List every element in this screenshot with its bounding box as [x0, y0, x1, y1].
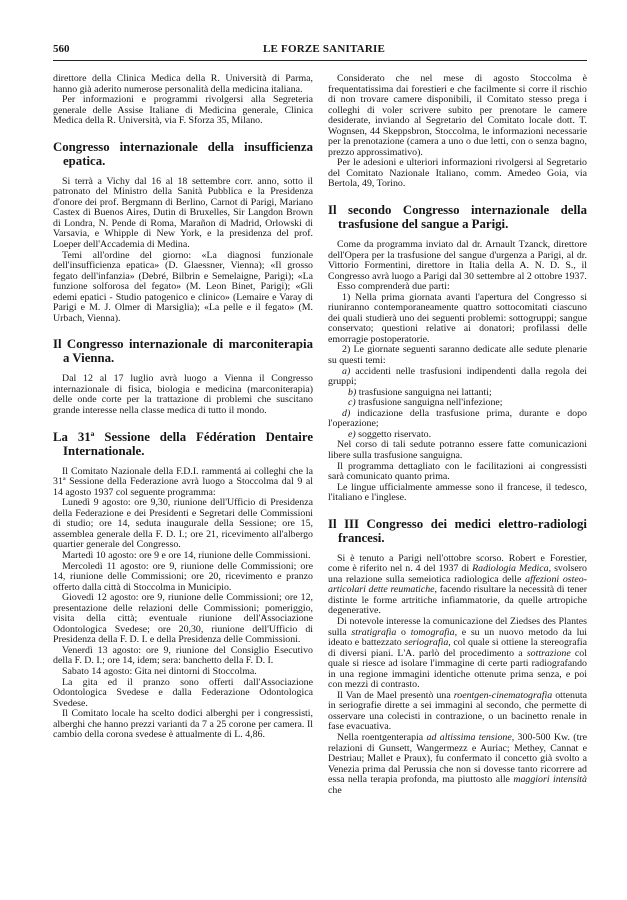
text-run: o [396, 626, 411, 638]
text-run: Di notevole interesse la comunicazione del Ziedses des Plantes sulla [328, 615, 587, 638]
left-column [53, 74, 313, 741]
text-run: Nella roentgenterapia [337, 731, 427, 743]
paragraph: Lunedì 9 agosto: ore 9,30, riunione dell'Ufficio di Presidenza della Federazione e dei Presidenti e Segretari delle Commissioni di studio; ore 14, seduta inaugurale della Sessione; ore 15, assemblea generale della F. D. I.; ore 21, ricevimento all'albergo quartier generale del Congresso. [53, 497, 313, 551]
paragraph: Per le adesioni e ulteriori informazioni rivolgersi al Segretario del Comitato Nazionale Italiano, comm. Amedeo Goia, via Bertola, 49, Torino. [328, 157, 587, 190]
text-run: Il Van de Mael presentò una [337, 689, 454, 701]
paragraph [328, 733, 587, 796]
italic-text: sottrazione [526, 647, 571, 659]
text-run: che [328, 784, 342, 796]
paragraph: Giovedì 12 agosto: ore 9, riunione delle Commissioni; ore 12, presentazione delle relazioni delle Commissioni; pomeriggio, visita della città; eventuale riunione dell'Associazione Odontologica Svedese; ore 20,30, riunione dell'Ufficio di Presidenza della F. D. I. e della Presidenza delle Commissioni. [53, 592, 313, 646]
text-run: indicazione della trasfusione prima, durante e dopo l'operazione; [328, 407, 587, 430]
paragraph: Il programma dettagliato con le facilitazioni ai congressisti sarà comunicato quanto prima. [328, 460, 587, 483]
paragraph: Sabato 14 agosto: Gita nei dintorni di Stoccolma. [62, 665, 257, 677]
text-run: col quale si riesce ad isolare l'immagine di certe parti radiografando in una regione immagini identiche ottenute prima senza, e poi con mezzi di contrasto. [328, 647, 587, 691]
italic-text: c) [348, 397, 356, 409]
paragraph: Dal 12 al 17 luglio avrà luogo a Vienna il Congresso internazionale di fisica, biologia e medicina (marconiterapia) delle onde corte per la trattazione di problemi che suscitano grande interesse nella classe medica di tutto il mondo. [53, 373, 313, 417]
paragraph: 1) Nella prima giornata avanti l'apertura del Congresso si riuniranno contemporaneamente quattro sottocomitati ciascuno dei quali studierà uno dei seguenti problemi: sottogruppi; sangue conservato; questioni relative ai donatori; profilassi delle emorragie postoperatorie. [328, 291, 587, 345]
text-run: , e su un nuovo metodo da lui ideato e battezzato [328, 626, 588, 649]
italic-text: e) [348, 428, 356, 440]
paragraph: Temi all'ordine del giorno: «La diagnosi funzionale dell'insufficienza epatica» (D. Glaessner, Vienna); «Il grosso fegato dell'infanzia» (Debré, Bilbrin e Semelaigne, Parigi); «La funzione solforosa del fegato» (M. Leon Binet, Parigi); «Gli edemi epatici - Studio patogenico e clinico» (Lemaire e Varay di Parigi e M. J. Olmer di Marsiglia); «La pelle e il fegato» (M. Urbach, Vienna). [53, 249, 313, 324]
text-run: soggetto riservato. [355, 428, 432, 440]
journal-title: LE FORZE SANITARIE [263, 43, 385, 55]
italic-text: maggiori intensità [513, 774, 587, 786]
text-run: , col quale si ottiene la stereografia di diversi piani. L'A. parlò del procedimento a [328, 637, 587, 659]
page-number: 560 [53, 43, 70, 55]
text-run: Si è tenuto a Parigi nell'ottobre scorso. Robert e Forestier, come è riferito nel n. 4 del 1937 di [328, 552, 587, 575]
paragraph: Esso comprenderà due parti: [337, 281, 450, 293]
section-heading: Il Congresso internazionale di marconiterapia a Vienna. [53, 337, 313, 366]
paragraph: La gita ed il pranzo sono offerti dall'Associazione Odontologica Svedese e dalla Federazione Odontologica Svedese. [53, 676, 313, 709]
italic-text: stratigrafia [351, 626, 397, 638]
italic-text: Radiologia Medica [472, 563, 549, 575]
paragraph [328, 409, 587, 430]
italic-text: d) [342, 407, 351, 419]
paragraph: Nel corso di tali sedute potranno essere fatte comunicazioni libere sulla trasfusione sanguigna. [328, 439, 587, 461]
italic-text: tomografia [410, 626, 455, 638]
right-column [328, 74, 587, 796]
paragraph: Mercoledì 11 agosto: ore 9, riunione delle Commissioni; ore 14, riunione delle Commissioni; ore 20, ricevimento e pranzo offerto dalla città di Stoccolma in Municipio. [53, 560, 313, 593]
paragraph: Per informazioni e programmi rivolgersi alla Segreteria generale delle Assise Italiane di Medicina generale, Clinica Medica della R. Università, via F. Sforza 35, Milano. [53, 94, 313, 127]
paragraph: Venerdì 13 agosto: ore 9, riunione del Consiglio Esecutivo della F. D. I.; ore 14, idem; sera: banchetto della F. D. I. [53, 644, 313, 667]
italic-text: roentgen-cinematografia [453, 689, 553, 701]
text-run: , 300-500 Kw. (tre relazioni di Gunsett, Wangermezz e Auriac; Methey, Cannat e Destriau; Mallet e Praux), fu confermato il concetto già svolto a Venezia prima dal Perussia che non si dovesse tanto ricorrere ad essa nella terapia profonda, ma piuttosto alle [328, 731, 587, 786]
paragraph [328, 617, 587, 691]
section-heading: Congresso internazionale della insufficienza epatica. [53, 139, 313, 168]
italic-text: seriografia [404, 637, 449, 649]
italic-text: affezioni osteo-articolari dette reumatiche [328, 573, 587, 596]
text-run: trasfusione sanguigna nell'infezione; [355, 397, 503, 409]
paragraph: Si terrà a Vichy dal 16 al 18 settembre corr. anno, sotto il patronato del Ministro della Sanità Pubblica e la Presidenza d'onore dei prof. Bergmann di Berlino, Carnot di Parigi, Mariano Castex di Buenos Aires, Dutin di Bruxelles, Sir Langdon Brown di Londra, N. Pende di Roma, Marañon di Madrid, Orlowski di Varsavia, e Whipple di New York, e la presidenza del prof. Loeper dell'Accademia di Medina. [53, 175, 313, 251]
paragraph: 2) Le giornate seguenti saranno dedicate alle sedute plenarie su questi temi: [328, 344, 587, 367]
text-run: trasfusione sanguigna nei lattanti; [356, 386, 492, 398]
paragraph: Martedì 10 agosto: ore 9 e ore 14, riunione delle Commissioni. [62, 549, 311, 561]
paragraph: Come da programma inviato dal dr. Arnault Tzanck, direttore dell'Opera per la trasfusione del sangue d'urgenza a Parigi, al dr. Vittorio Formentini, direttore in Italia della A. N. D. S., il Congresso avrà luogo a Parigi dal 30 settembre al 2 ottobre 1937. [328, 239, 587, 282]
section-heading: Il III Congresso dei medici elettro-radiologi francesi. [328, 516, 587, 545]
text-run: ottenuta in seriografie dirette a sei immagini al secondo, che permette di osservare una colecisti in contrazione, o un bacinetto renale in fase evacuativa. [328, 689, 588, 733]
paragraph [328, 691, 587, 733]
italic-text: a) [342, 365, 351, 377]
paragraph: Il Comitato Nazionale della F.D.I. rammentá ai colleghi che la 31ª Sessione della Federazione avrà luogo a Stoccolma dal 9 al 14 agosto 1937 col seguente programma: [53, 465, 313, 498]
section-heading: Il secondo Congresso internazionale della trasfusione del sangue a Parigi. [328, 203, 587, 232]
text-run: , facendo risultare la necessità di tener distinte le forme artritiche infiammatorie, da quelle artropiche degenerative. [328, 584, 587, 617]
paragraph [328, 367, 587, 388]
header-rule [53, 60, 587, 61]
paragraph: Il Comitato locale ha scelto dodici alberghi per i congressisti, alberghi che hanno prezzi varianti da 7 a 25 corone per camera. Il cambio della corona svedese è attualmente di L. 4,86. [53, 708, 313, 741]
paragraph: direttore della Clinica Medica della R. Università di Parma, hanno già aderito numerose personalità della medicina italiana. [53, 73, 313, 95]
paragraph [328, 554, 587, 617]
italic-text: ad altissima tensione [426, 731, 512, 743]
paragraph: Considerato che nel mese di agosto Stoccolma è frequentatissima dai forestieri e che facilmente si corre il rischio di non trovare camere disponibili, il Comitato stesso prega i colleghi di voler scrivere subito per prenotare le camere desiderate, inviando al Segretario del Comitato locale dott. T. Wognsen, 44 Skeppsbron, Stoccolma, le informazioni necessarie per la prenotazione (camera a uno o due letti, con o senza bagno, prezzo approssimativo). [328, 73, 587, 158]
section-heading: La 31ª Sessione della Fédération Dentaire Internationale. [53, 429, 313, 458]
text-run: accidenti nelle trasfusioni indipendenti dalla regola dei gruppi; [328, 365, 587, 388]
italic-text: b) [348, 386, 357, 398]
paragraph: Le lingue ufficialmente ammesse sono il francese, il tedesco, l'italiano e l'inglese. [328, 481, 587, 504]
text-run: , svolsero una relazione sulla semeiotica radiologica delle [328, 563, 587, 585]
